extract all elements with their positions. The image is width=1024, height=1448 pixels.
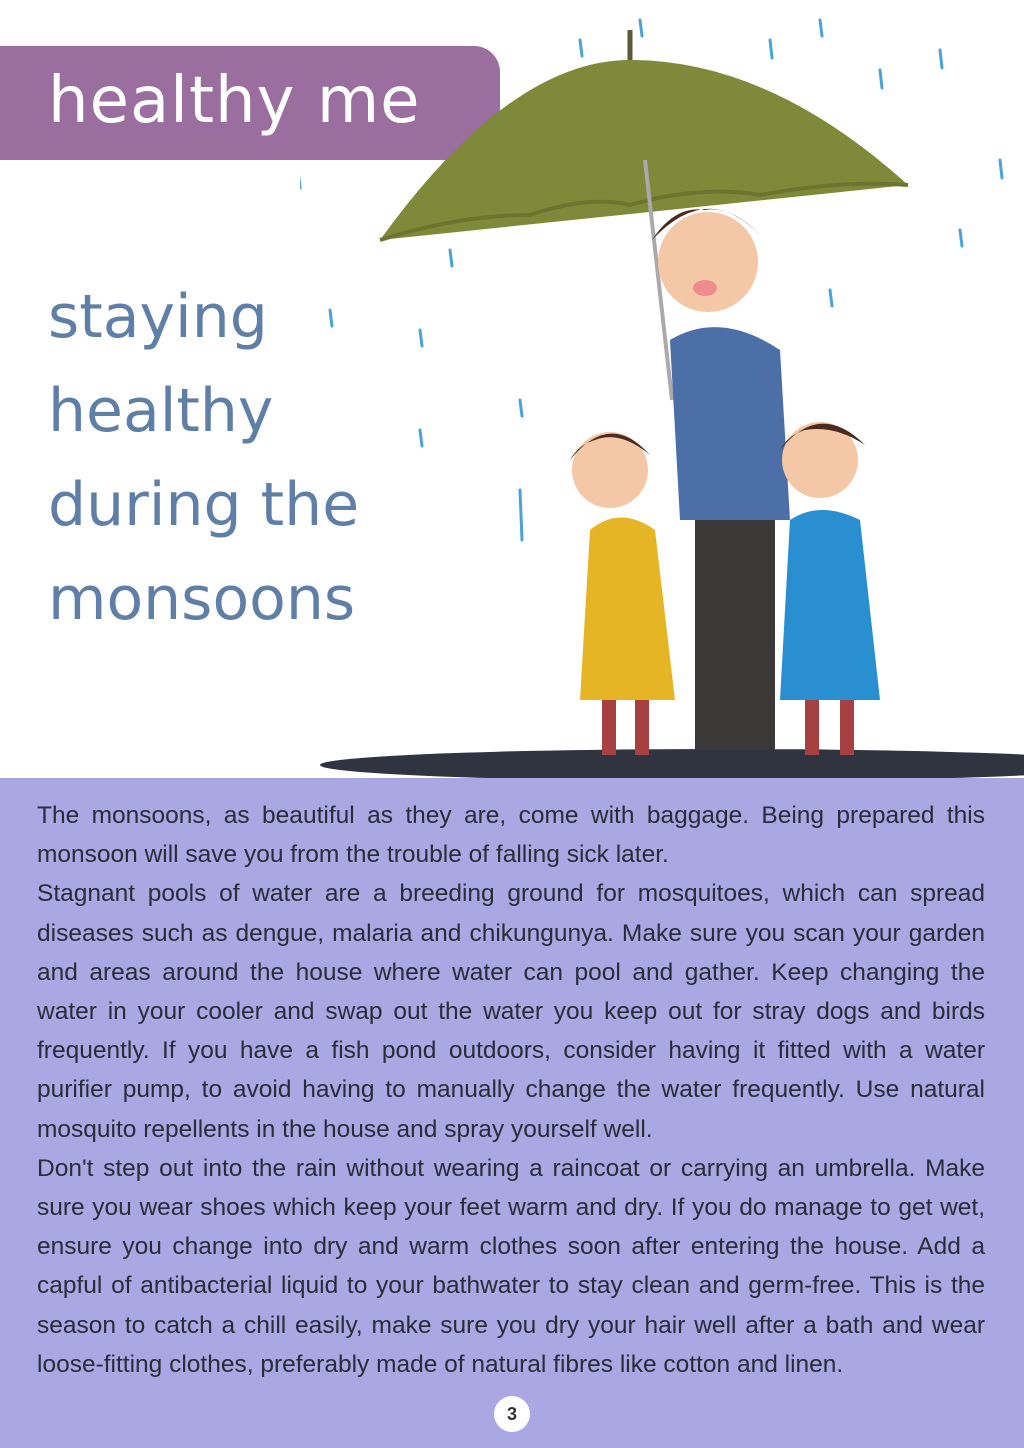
article-panel [0, 778, 1024, 1448]
subtitle-line: healthy [48, 376, 274, 446]
subtitle-line: staying [48, 282, 268, 352]
subtitle-line: during the [48, 470, 360, 540]
banner-title: healthy me [48, 64, 421, 138]
subtitle-line: monsoons [48, 564, 356, 634]
paragraph: The monsoons, as beautiful as they are, come with baggage. Being prepared this monsoon will save you from the trouble of falling sick later. [37, 802, 985, 869]
page-number: 3 [494, 1396, 530, 1432]
paragraph: Stagnant pools of water are a breeding ground for mosquitoes, which can spread diseases such as dengue, malaria and chikungunya. Make sure you scan your garden and areas around the house where water can pool and gather. Keep changing the water in your cooler and swap out the water you keep out for stray dogs and birds frequently. If you have a fish pond outdoors, consider having it fitted with a water purifier pump, to avoid having to manually change the water frequently. Use natural mosquito repellents in the house and spray yourself well. [37, 880, 985, 1143]
family-umbrella-illustration [300, 0, 1024, 778]
paragraph: Don't step out into the rain without wearing a raincoat or carrying an umbrella. Make sure you wear shoes which keep your feet warm and dry. If you do manage to get wet, ensure you change into dry and warm clothes soon after entering the house. Add a capful of antibacterial liquid to your bathwater to stay clean and germ-free. This is the season to catch a chill easily, make sure you dry your hair well after a bath and wear loose-fitting clothes, preferably made of natural fibres like cotton and linen. [37, 1154, 985, 1378]
article-body [37, 796, 985, 1384]
